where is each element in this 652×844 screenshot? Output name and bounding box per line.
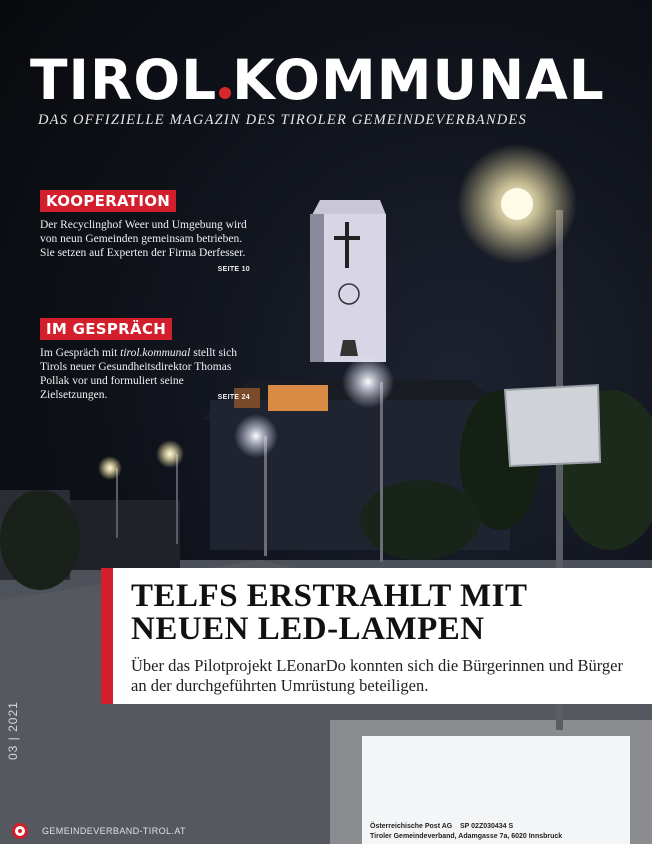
title-part-tirol: TIROL [30, 48, 218, 112]
magazine-subtitle: DAS OFFIZIELLE MAGAZIN DES TIROLER GEMEINDEVERBANDES [38, 112, 527, 128]
teaser-im-gespraech[interactable] [40, 318, 250, 405]
house-mid [70, 500, 180, 570]
teaser-text [40, 218, 250, 273]
magazine-title [30, 50, 630, 110]
title-dot-icon [219, 87, 231, 99]
cover-story-teaser: Über das Pilotprojekt LEonarDo konnten sich die Bürgerinnen und Bürger an der durchgeführten Umrüstung beteiligen. [131, 656, 624, 695]
headline-line-2: NEUEN LED-LAMPEN [131, 611, 485, 647]
lit-window [268, 385, 328, 411]
cover-headline [131, 580, 638, 646]
traffic-sign [505, 385, 600, 466]
postal-line-2: Tiroler Gemeindeverband, Adamgasse 7a, 6020 Innsbruck [370, 833, 563, 840]
teaser-tag: KOOPERATION [40, 190, 176, 212]
teaser-text [40, 346, 250, 402]
postal-address-box [362, 736, 630, 844]
teaser-body-end: stellt sich Tirols neuer Gesundheitsdirektor Thomas Pollak vor und formuliert seine Zielsetzungen. [40, 347, 237, 401]
title-part-kommunal: KOMMUNAL [232, 48, 605, 112]
issue-number: 03 | 2021 [6, 701, 20, 760]
teaser-kooperation[interactable] [40, 190, 250, 277]
postal-line-1: Österreichische Post AG SP 02Z030434 S [370, 823, 514, 830]
teaser-magazine-name: tirol.kommunal [120, 347, 191, 359]
masthead [30, 50, 630, 129]
headline-line-1: TELFS ERSTRAHLT MIT [131, 578, 528, 614]
gemeindeverband-logo-icon [12, 823, 28, 839]
bush [360, 480, 480, 560]
website-link[interactable]: GEMEINDEVERBAND-TIROL.AT [42, 826, 186, 836]
teaser-body: Der Recyclinghof Weer und Umgebung wird von neun Gemeinden gemeinsam betrieben. Sie setzen auf Experten der Firma Derfesser. [40, 219, 247, 259]
footer [12, 823, 186, 839]
page-reference: SEITE 10 [217, 266, 250, 273]
teaser-tag: IM GESPRÄCH [40, 318, 172, 340]
teaser-body-start: Im Gespräch mit [40, 347, 121, 359]
cover-story-panel[interactable] [101, 568, 652, 704]
tower-shadow [310, 214, 324, 362]
church-tower-top [312, 200, 386, 215]
page-reference: SEITE 24 [217, 394, 250, 401]
